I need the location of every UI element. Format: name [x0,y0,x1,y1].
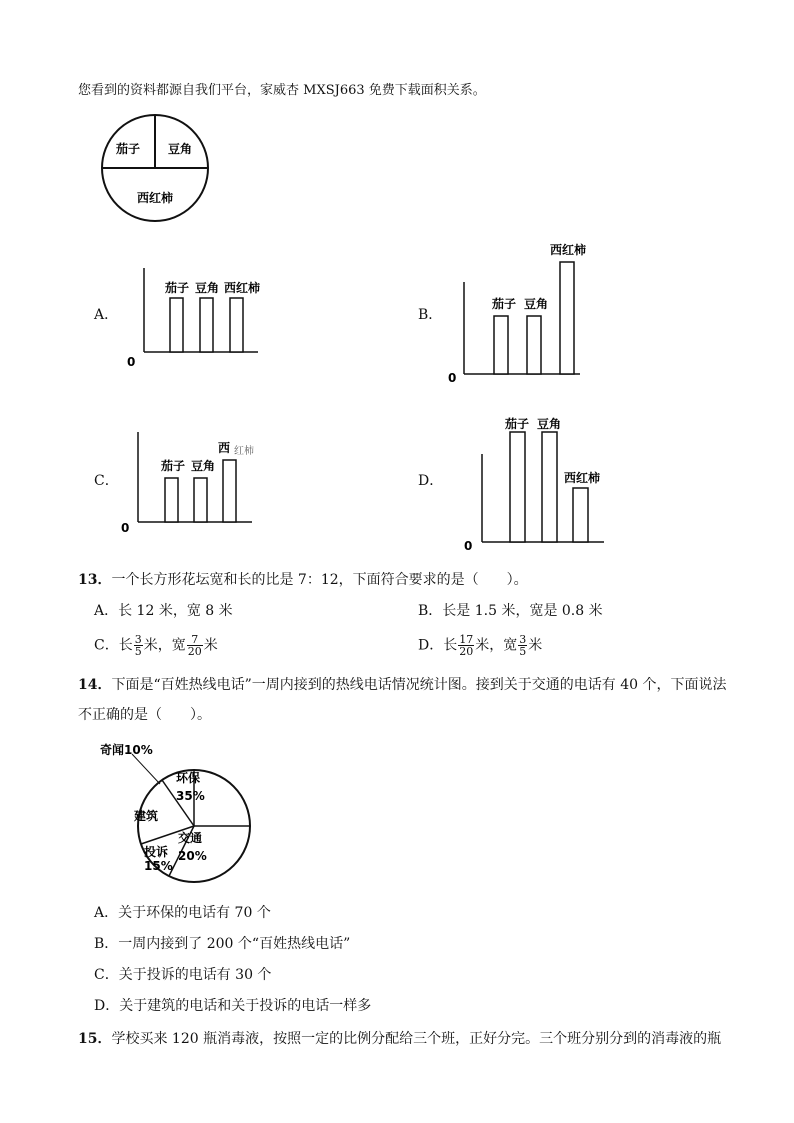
bar-label-tomato: 西红柿 [549,243,587,257]
pie-label-traffic: 交通 [178,831,203,845]
denominator: 20 [459,645,474,658]
bar-label-eggplant: 茄子 [491,297,517,311]
option-letter: D． [418,637,444,654]
label-pointer [132,754,160,784]
option-text: 长 [118,637,133,654]
fraction [458,634,474,657]
axis-zero: 0 [448,371,457,385]
q14-number: 14． [78,677,112,693]
fraction [134,634,143,657]
q15-question [78,1030,721,1048]
option-text: 米，宽 [475,637,518,654]
q12-option-a-letter[interactable]: A． [94,307,119,323]
bar-label-tomato-part1: 西 [218,441,231,455]
bar-label-bean: 豆角 [536,417,562,431]
denominator: 20 [187,645,202,658]
q15-number: 15． [78,1031,112,1047]
q13-number: 13． [78,572,112,588]
bar-tomato [560,262,574,374]
q14-question-line2: 不正确的是（ ）。 [78,707,211,723]
q14-option-a[interactable]: A．关于环保的电话有 70 个 [94,905,271,921]
pie-label-env: 环保 [176,771,201,785]
bar-bean [194,478,207,522]
option-letter: C． [94,637,119,654]
fraction [518,634,527,657]
pie-label-tomato: 西红柿 [136,191,174,205]
pie-divider [162,780,194,826]
pie-pct-env: 35% [176,789,205,803]
axis-zero: 0 [121,521,130,535]
q13-option-a[interactable]: A．长 12 米，宽 8 米 [94,603,233,619]
bar-tomato [230,298,243,352]
q14-option-d[interactable]: D．关于建筑的电话和关于投诉的电话一样多 [94,998,372,1014]
header-note: 您看到的资料都源自我们平台，家威杏 MXSJ663 免费下载面积关系。 [78,83,486,98]
bar-label-eggplant: 茄子 [504,417,530,431]
option-text: 长 [443,637,458,654]
q12-pie-chart [98,110,214,230]
q14-text: 下面是“百姓热线电话”一周内接到的热线电话情况统计图。接到关于交通的电话有 40 个，下面说法 [111,677,727,693]
bar-label-bean: 豆角 [523,297,549,311]
q13-option-b[interactable]: B．长是 1.5 米，宽是 0.8 米 [418,603,603,619]
numerator: 17 [459,633,474,646]
q12-option-b-chart [444,238,604,386]
q12-option-c-letter[interactable]: C． [94,473,119,489]
pie-label-complaint: 投诉 [144,845,169,859]
bar-label-bean: 豆角 [194,281,220,295]
bar-bean [542,432,557,542]
q14-pie-chart [96,738,252,886]
numerator: 3 [519,633,527,646]
bar-eggplant [494,316,508,374]
bar-eggplant [510,432,525,542]
q15-text: 学校买来 120 瓶消毒液，按照一定的比例分配给三个班，正好分完。三个班分别分到的消毒液的瓶 [111,1031,722,1047]
q12-option-d-letter[interactable]: D． [418,473,444,489]
bar-label-tomato-part2: 红柿 [234,446,254,457]
q13-option-c[interactable] [94,634,218,657]
pie-label-building: 建筑 [134,809,159,823]
bar-label-bean: 豆角 [190,459,216,473]
q14-option-b[interactable]: B．一周内接到了 200 个“百姓热线电话” [94,936,351,952]
option-text: 米 [528,637,543,654]
q14-question-line1 [78,676,727,694]
bar-tomato [573,488,588,542]
pie-label-eggplant: 茄子 [115,142,141,156]
q13-option-d[interactable] [418,634,542,657]
q12-option-b-letter[interactable]: B． [418,307,443,323]
q12-option-a-chart [122,268,262,372]
pie-pct-complaint: 15% [144,859,173,873]
numerator: 3 [134,633,142,646]
bar-label-eggplant: 茄子 [160,459,186,473]
pie-label-bean: 豆角 [167,142,193,156]
q12-option-d-chart [460,414,620,554]
pie-pct-traffic: 20% [178,849,207,863]
fraction [187,634,203,657]
bar-tomato [223,460,236,522]
bar-label-tomato: 西红柿 [563,471,601,485]
bar-label-tomato: 西红柿 [223,281,261,295]
q14-option-c[interactable]: C．关于投诉的电话有 30 个 [94,967,272,983]
denominator: 5 [134,645,142,658]
pie-label-news: 奇闻10% [100,743,153,757]
bar-eggplant [170,298,183,352]
bar-bean [200,298,213,352]
axis-zero: 0 [127,355,136,369]
q13-text: 一个长方形花坛宽和长的比是 7：12，下面符合要求的是（ ）。 [111,572,528,588]
q13-question [78,571,528,589]
axis-zero: 0 [464,539,473,553]
bar-bean [527,316,541,374]
numerator: 7 [187,634,203,646]
option-text: 米，宽 [143,637,186,654]
bar-label-eggplant: 茄子 [164,281,190,295]
denominator: 5 [519,645,527,658]
q12-option-c-chart [118,428,268,536]
option-text: 米 [203,637,218,654]
bar-eggplant [165,478,178,522]
